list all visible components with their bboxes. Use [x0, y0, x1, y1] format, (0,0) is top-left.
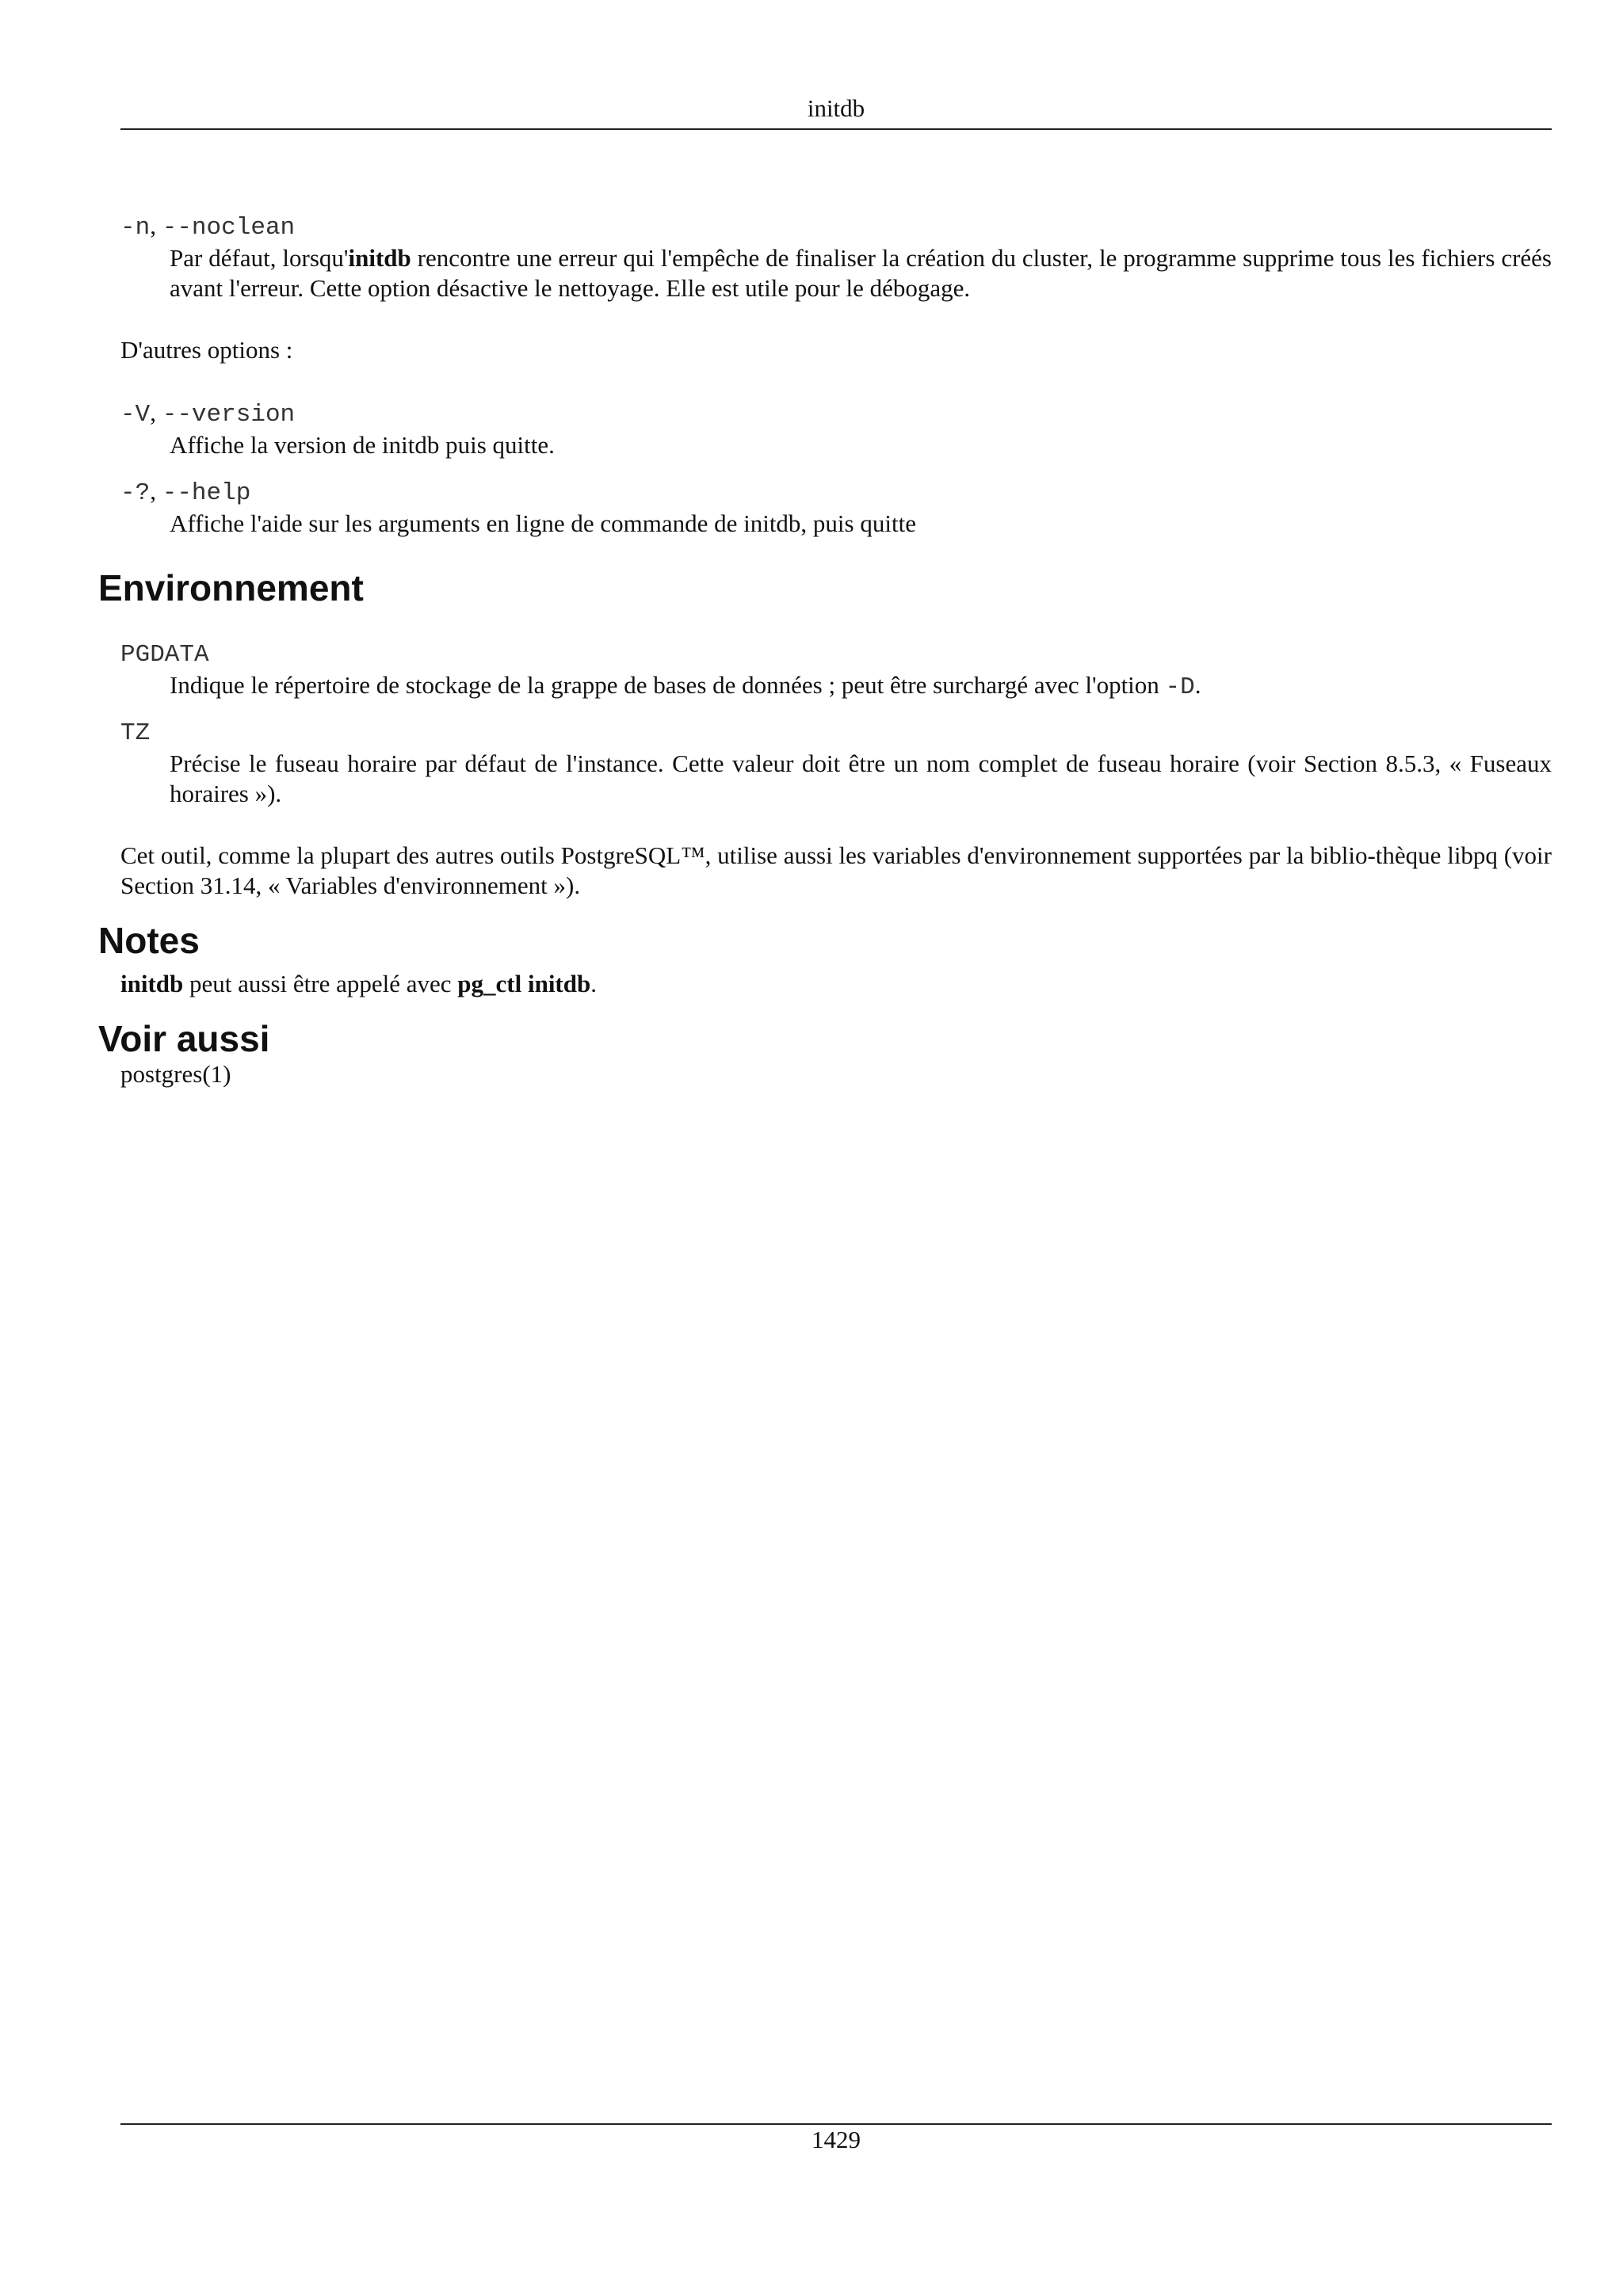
option-short: -V [120, 401, 151, 429]
option-term: -?, --help [120, 477, 251, 507]
option-long: --help [162, 479, 251, 507]
env-tz [120, 719, 1552, 809]
option-noclean [120, 211, 1552, 303]
notes-text: initdb peut aussi être appelé avec pg_ctl initdb. [120, 970, 597, 997]
option-description: Affiche l'aide sur les arguments en ligne de commande de initdb, puis quitte [170, 509, 916, 537]
env-pgdata [120, 640, 1552, 703]
header-rule [120, 128, 1552, 130]
section-heading-environment: Environnement [98, 567, 364, 608]
option-long: --version [162, 401, 296, 429]
other-options-intro: D'autres options : [120, 336, 293, 364]
option-description: Affiche la version de initdb puis quitte. [170, 431, 555, 459]
term-separator: , [150, 212, 162, 239]
option-short: -n [120, 214, 151, 242]
env-var-name: TZ [120, 719, 151, 747]
env-var-name: PGDATA [120, 641, 209, 669]
env-var-description: Indique le répertoire de stockage de la grappe de bases de données ; peut être surchargé avec l'option -D. [170, 671, 1201, 701]
option-version [120, 398, 1552, 460]
command-name: initdb [348, 244, 411, 272]
section-heading-notes: Notes [98, 920, 200, 961]
environment-note: Cet outil, comme la plupart des autres outils PostgreSQL™, utilise aussi les variables d'environnement supportées par la biblio-thèque libpq (voir Section 31.14, « Variables d'environnement »). [120, 841, 1552, 899]
option-term: -V, --version [120, 399, 296, 429]
option-description: Par défaut, lorsqu'initdb rencontre une erreur qui l'empêche de finaliser la création du cluster, le programme supprime tous les fichiers créés avant l'erreur. Cette option désactive le nettoyage. Elle est utile pour le débogage. [170, 244, 1552, 302]
option-long: --noclean [162, 214, 296, 242]
option-short: -? [120, 479, 151, 507]
see-also-ref: postgres(1) [120, 1060, 231, 1088]
running-header: initdb [807, 94, 865, 122]
option-code: -D [1165, 673, 1195, 701]
document-page [98, 0, 1552, 2296]
section-heading-see-also: Voir aussi [98, 1018, 270, 1059]
option-help [120, 476, 1552, 539]
env-var-description: Précise le fuseau horaire par défaut de l'instance. Cette valeur doit être un nom complet de fuseau horaire (voir Section 8.5.3, « Fuseaux horaires »). [170, 749, 1552, 807]
page-content [98, 211, 1552, 1122]
option-term [120, 211, 1552, 243]
page-number: 1429 [812, 2126, 861, 2153]
